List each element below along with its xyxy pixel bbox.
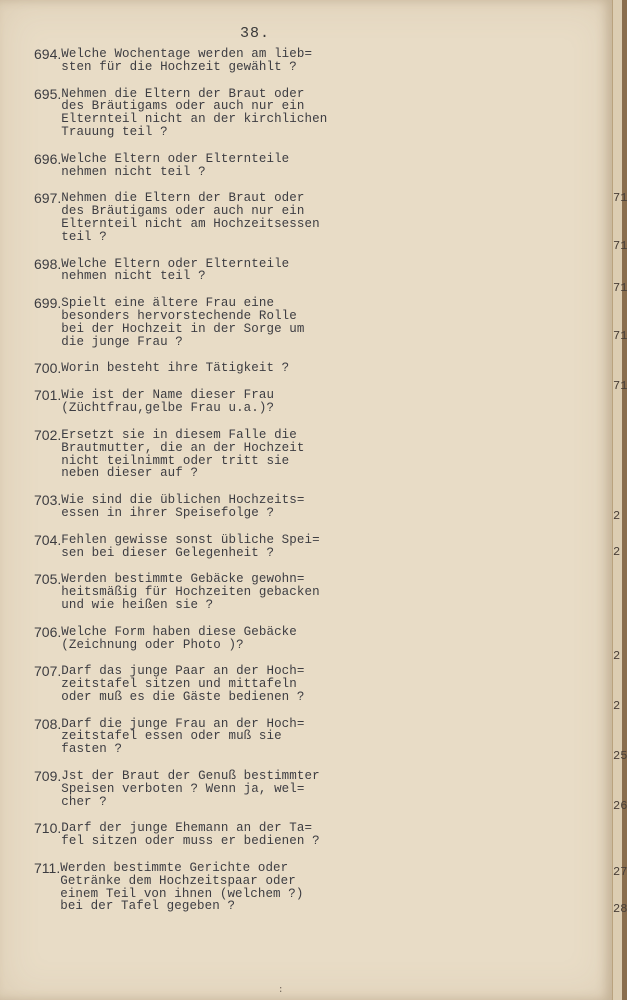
question-item (34, 715, 354, 757)
question-number: 710. (34, 820, 62, 837)
question-text: Darf der junge Ehemann an der Ta= fel sitzen oder muss er bedienen ? (61, 821, 320, 849)
question-text: Wie sind die üblichen Hochzeits= essen in ihrer Speisefolge ? (61, 493, 305, 520)
edge-mark: 71 (613, 191, 627, 205)
question-text: Worin besteht ihre Tätigkeit ? (61, 361, 290, 376)
question-text: Nehmen die Eltern der Braut oder des Bräutigams oder auch nur ein Elternteil nicht an der kirchlichen Trauung teil ? (61, 86, 328, 139)
question-number: 711. (34, 860, 61, 877)
question-item (34, 255, 354, 284)
question-number: 698. (34, 255, 62, 272)
question-item (34, 85, 354, 139)
question-number: 699. (34, 295, 62, 312)
question-text: Welche Form haben diese Gebäcke (Zeichnung oder Photo )? (61, 624, 297, 652)
edge-mark: 2 (613, 649, 621, 663)
question-number: 700. (34, 360, 62, 377)
page-number: 38. (240, 25, 271, 42)
question-item (34, 48, 354, 74)
question-item (34, 389, 354, 415)
question-number: 696. (34, 150, 62, 167)
edge-mark: 26 (613, 799, 627, 813)
question-list (34, 48, 354, 913)
question-text: Jst der Braut der Genuß bestimmter Speisen verboten ? Wenn ja, wel= cher ? (61, 769, 320, 809)
edge-mark: 2 (613, 509, 621, 523)
question-item (34, 494, 354, 520)
question-number: 705. (34, 571, 62, 588)
question-item (34, 770, 354, 808)
question-item (34, 623, 354, 652)
edge-mark: 25 (613, 749, 627, 763)
question-number: 706. (34, 623, 62, 640)
edge-mark: 71 (613, 239, 627, 253)
question-item (34, 665, 354, 703)
edge-mark: 71 (613, 329, 627, 343)
question-text: Spielt eine ältere Frau eine besonders hervorstechende Rolle bei der Hochzeit in der Sorge um die junge Frau ? (61, 296, 305, 349)
question-text: Fehlen gewisse sonst übliche Spei= sen bei dieser Gelegenheit ? (61, 532, 320, 560)
question-number: 707. (34, 663, 62, 680)
question-number: 702. (34, 426, 62, 443)
question-text: Ersetzt sie in diesem Falle die Brautmutter, die an der Hochzeit nicht teilnimmt oder tritt sie neben dieser auf ? (61, 427, 305, 481)
question-text: Wie ist der Name dieser Frau (Züchtfrau,gelbe Frau u.a.)? (61, 388, 275, 416)
question-item (34, 531, 354, 560)
question-item (34, 862, 354, 913)
question-item (34, 297, 354, 348)
question-number: 694. (34, 46, 62, 62)
question-item (34, 362, 354, 375)
question-text: Welche Wochentage werden am lieb= sten für die Hochzeit gewählt ? (61, 47, 313, 74)
question-item (34, 822, 354, 848)
question-number: 703. (34, 492, 62, 509)
edge-mark: 28 (613, 902, 627, 916)
question-number: 709. (34, 768, 62, 785)
question-text: Werden bestimmte Gebäcke gewohn= heitsmäßig für Hochzeiten gebacken und wie heißen sie ? (61, 572, 320, 612)
question-text: Nehmen die Eltern der Braut oder des Bräutigams oder auch nur ein Elternteil nicht am Hochzeitsessen teil ? (61, 191, 320, 244)
question-text: Welche Eltern oder Elternteile nehmen nicht teil ? (61, 256, 290, 284)
question-text: Darf das junge Paar an der Hoch= zeitstafel sitzen und mittafeln oder muß es die Gäste bedienen ? (61, 664, 305, 704)
edge-mark: 2 (613, 545, 621, 559)
question-item (34, 573, 354, 611)
question-text: Welche Eltern oder Elternteile nehmen nicht teil ? (61, 151, 290, 179)
question-item (34, 426, 354, 481)
footer-mark: : (278, 985, 284, 995)
question-text: Darf die junge Frau an der Hoch= zeitstafel essen oder muß sie fasten ? (61, 716, 305, 757)
edge-mark: 71 (613, 379, 627, 393)
question-number: 695. (34, 85, 62, 102)
edge-mark: 2 (613, 699, 621, 713)
question-item (34, 150, 354, 179)
underlying-page-edge (612, 0, 627, 1000)
question-item (34, 192, 354, 243)
question-text: Werden bestimmte Gerichte oder Getränke dem Hochzeitspaar oder einem Teil von ihnen (welchem ?) bei der Tafel gegeben ? (60, 861, 304, 914)
edge-mark: 71 (613, 281, 627, 295)
question-number: 701. (34, 387, 62, 404)
question-number: 708. (34, 715, 62, 732)
question-number: 697. (34, 190, 62, 207)
edge-mark: 27 (613, 865, 627, 879)
question-number: 704. (34, 531, 62, 548)
